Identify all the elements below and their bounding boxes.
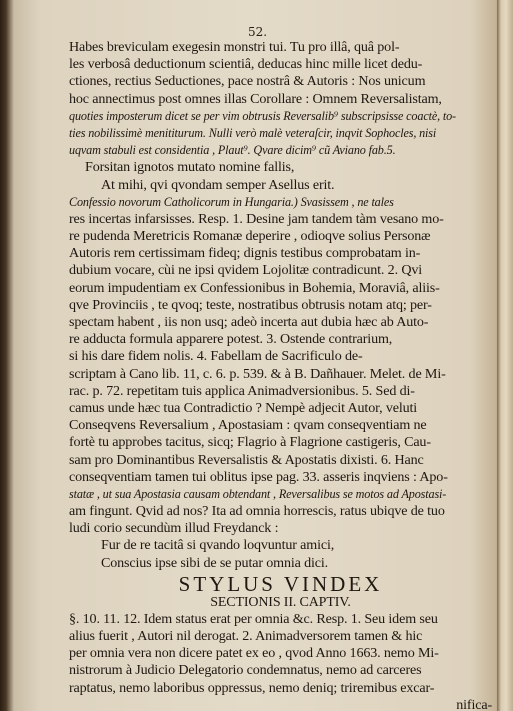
text-line: les verbosâ deductionum scientiâ, deducas hinc mille licet dedu- [69,56,423,73]
text-line: rac. p. 72. repetitam tuis applica Animadversionibus. 5. Sed di- [69,382,415,399]
page-body [69,39,492,711]
section-subtitle: SECTIONIS II. CAPTIV. [210,594,351,610]
text-line: sam pro Dominantibus Reversalistis & Apostatis dixisti. 6. Hanc [69,451,424,468]
text-line: Conscius ipse sibi de se putar omnia dici. [101,554,328,571]
text-line: per omnia vera non dicere patet ex eo , qvod Anno 1663. nemo Mi- [69,645,439,662]
text-line: qve Provinciis , te qvoq; teste, nostratibus obtrusis notam atq; per- [69,296,432,313]
text-line: Autoris rem certissimam fideq; dignis testibus comprobatam in- [69,245,421,262]
text-line: dubium vocare, cùi ne ipsi qvidem Lojolitæ contradicunt. 2. Qvi [69,262,423,279]
text-line: alius fuerit , Autori nil derogat. 2. Animadversorem tamen & hic [69,628,423,644]
text-line: eorum impudentiam ex Confessionibus in Bohemia, Moraviâ, aliis- [69,279,440,296]
book-page [20,16,495,711]
text-block-bottom [69,611,492,711]
text-line: camus unde hæc tua Contradictio ? Nempè adjecit Autor, veluti [69,399,418,416]
text-line: re adducta formula apparere potest. 3. Ostende contrarium, [69,331,393,348]
text-line: res incertas infarsisses. Resp. 1. Desine jam tandem tàm vesano mo- [69,210,444,227]
text-line: ludi corio secundùm illud Freydanck : [69,520,279,537]
text-line: Forsitan ignotos mutato nomine fallis, [85,159,295,176]
text-line: hoc annectimus post omnes illas Corollare : Omnem Reversalistam, [69,90,442,107]
text-line: conseqventiam tamen tui oblitus ipse pag. 33. asseris inqviens : Apo- [69,468,448,485]
text-line: quoties imposterum dicet se per vim obtrusis Reversalib⁹ subscripsisse coactè, to- [69,108,456,123]
next-page-edge [497,0,513,711]
section-title: STYLUS VINDEX [178,571,383,596]
text-block-top [69,39,492,572]
text-line: nistrorum à Judicio Delegatorio condemnatus, nemo ad carceres [69,662,422,679]
text-line: am fingunt. Qvid ad nos? Ita ad omnia horrescis, ratus ubiqve de tuo [69,503,445,520]
text-line: re pudenda Meretricis Romanæ deperire , odioqve solius Personæ [69,228,431,245]
text-line: uqvam stabuli est considentia , Plaut⁹. Qvare dicim⁹ cũ Aviano fab.5. [69,143,396,158]
text-line: Conseqvens Reversalium , Apostasiam : qvam conseqventiam ne [69,417,427,434]
text-line: fortè tu approbes tacitus, sicq; Flagrio à Flagrione castigeris, Cau- [69,434,431,451]
text-line: ties nobilissimè menititurum. Nulli verò malè veteraſcir, inqvit Sophocles, nisi [69,125,437,140]
text-line: spectam habent , iis non usq; adeò incerta aut dubia hæc ab Auto- [69,314,429,330]
text-line: ctiones, rectius Seductiones, pace nostrâ & Autoris : Nos unicum [69,73,426,90]
text-line: statæ , ut sua Apostasia causam obtendant , Reversalibus se motos ad Apostasi- [69,486,447,501]
text-line: Fur de re tacitâ si qvando loqvuntur amici, [101,537,335,554]
text-line: Habes breviculam exegesin monstri tui. Tu pro illâ, quâ pol- [69,39,400,55]
text-line: nifica- [456,696,492,711]
text-line: si his dare fidem nolis. 4. Fabellam de Sacrificulo de- [69,348,363,365]
text-line: At mihi, qvi qvondam semper Asellus erit. [101,176,335,193]
page-number: 52. [247,25,268,39]
text-line: §. 10. 11. 12. Idem status erat per omnia &c. Resp. 1. Seu idem seu [69,610,438,627]
text-line: raptatus, nemo laboribus oppressus, nemo deniq; triremibus excar- [69,679,435,696]
text-line: Confessio novorum Catholicorum in Hungaria.) Svasissem , ne tales [69,194,394,209]
text-line: scriptam à Cano lib. 11, c. 6. p. 539. & à B. Dañhauer. Melet. de Mi- [69,365,446,382]
